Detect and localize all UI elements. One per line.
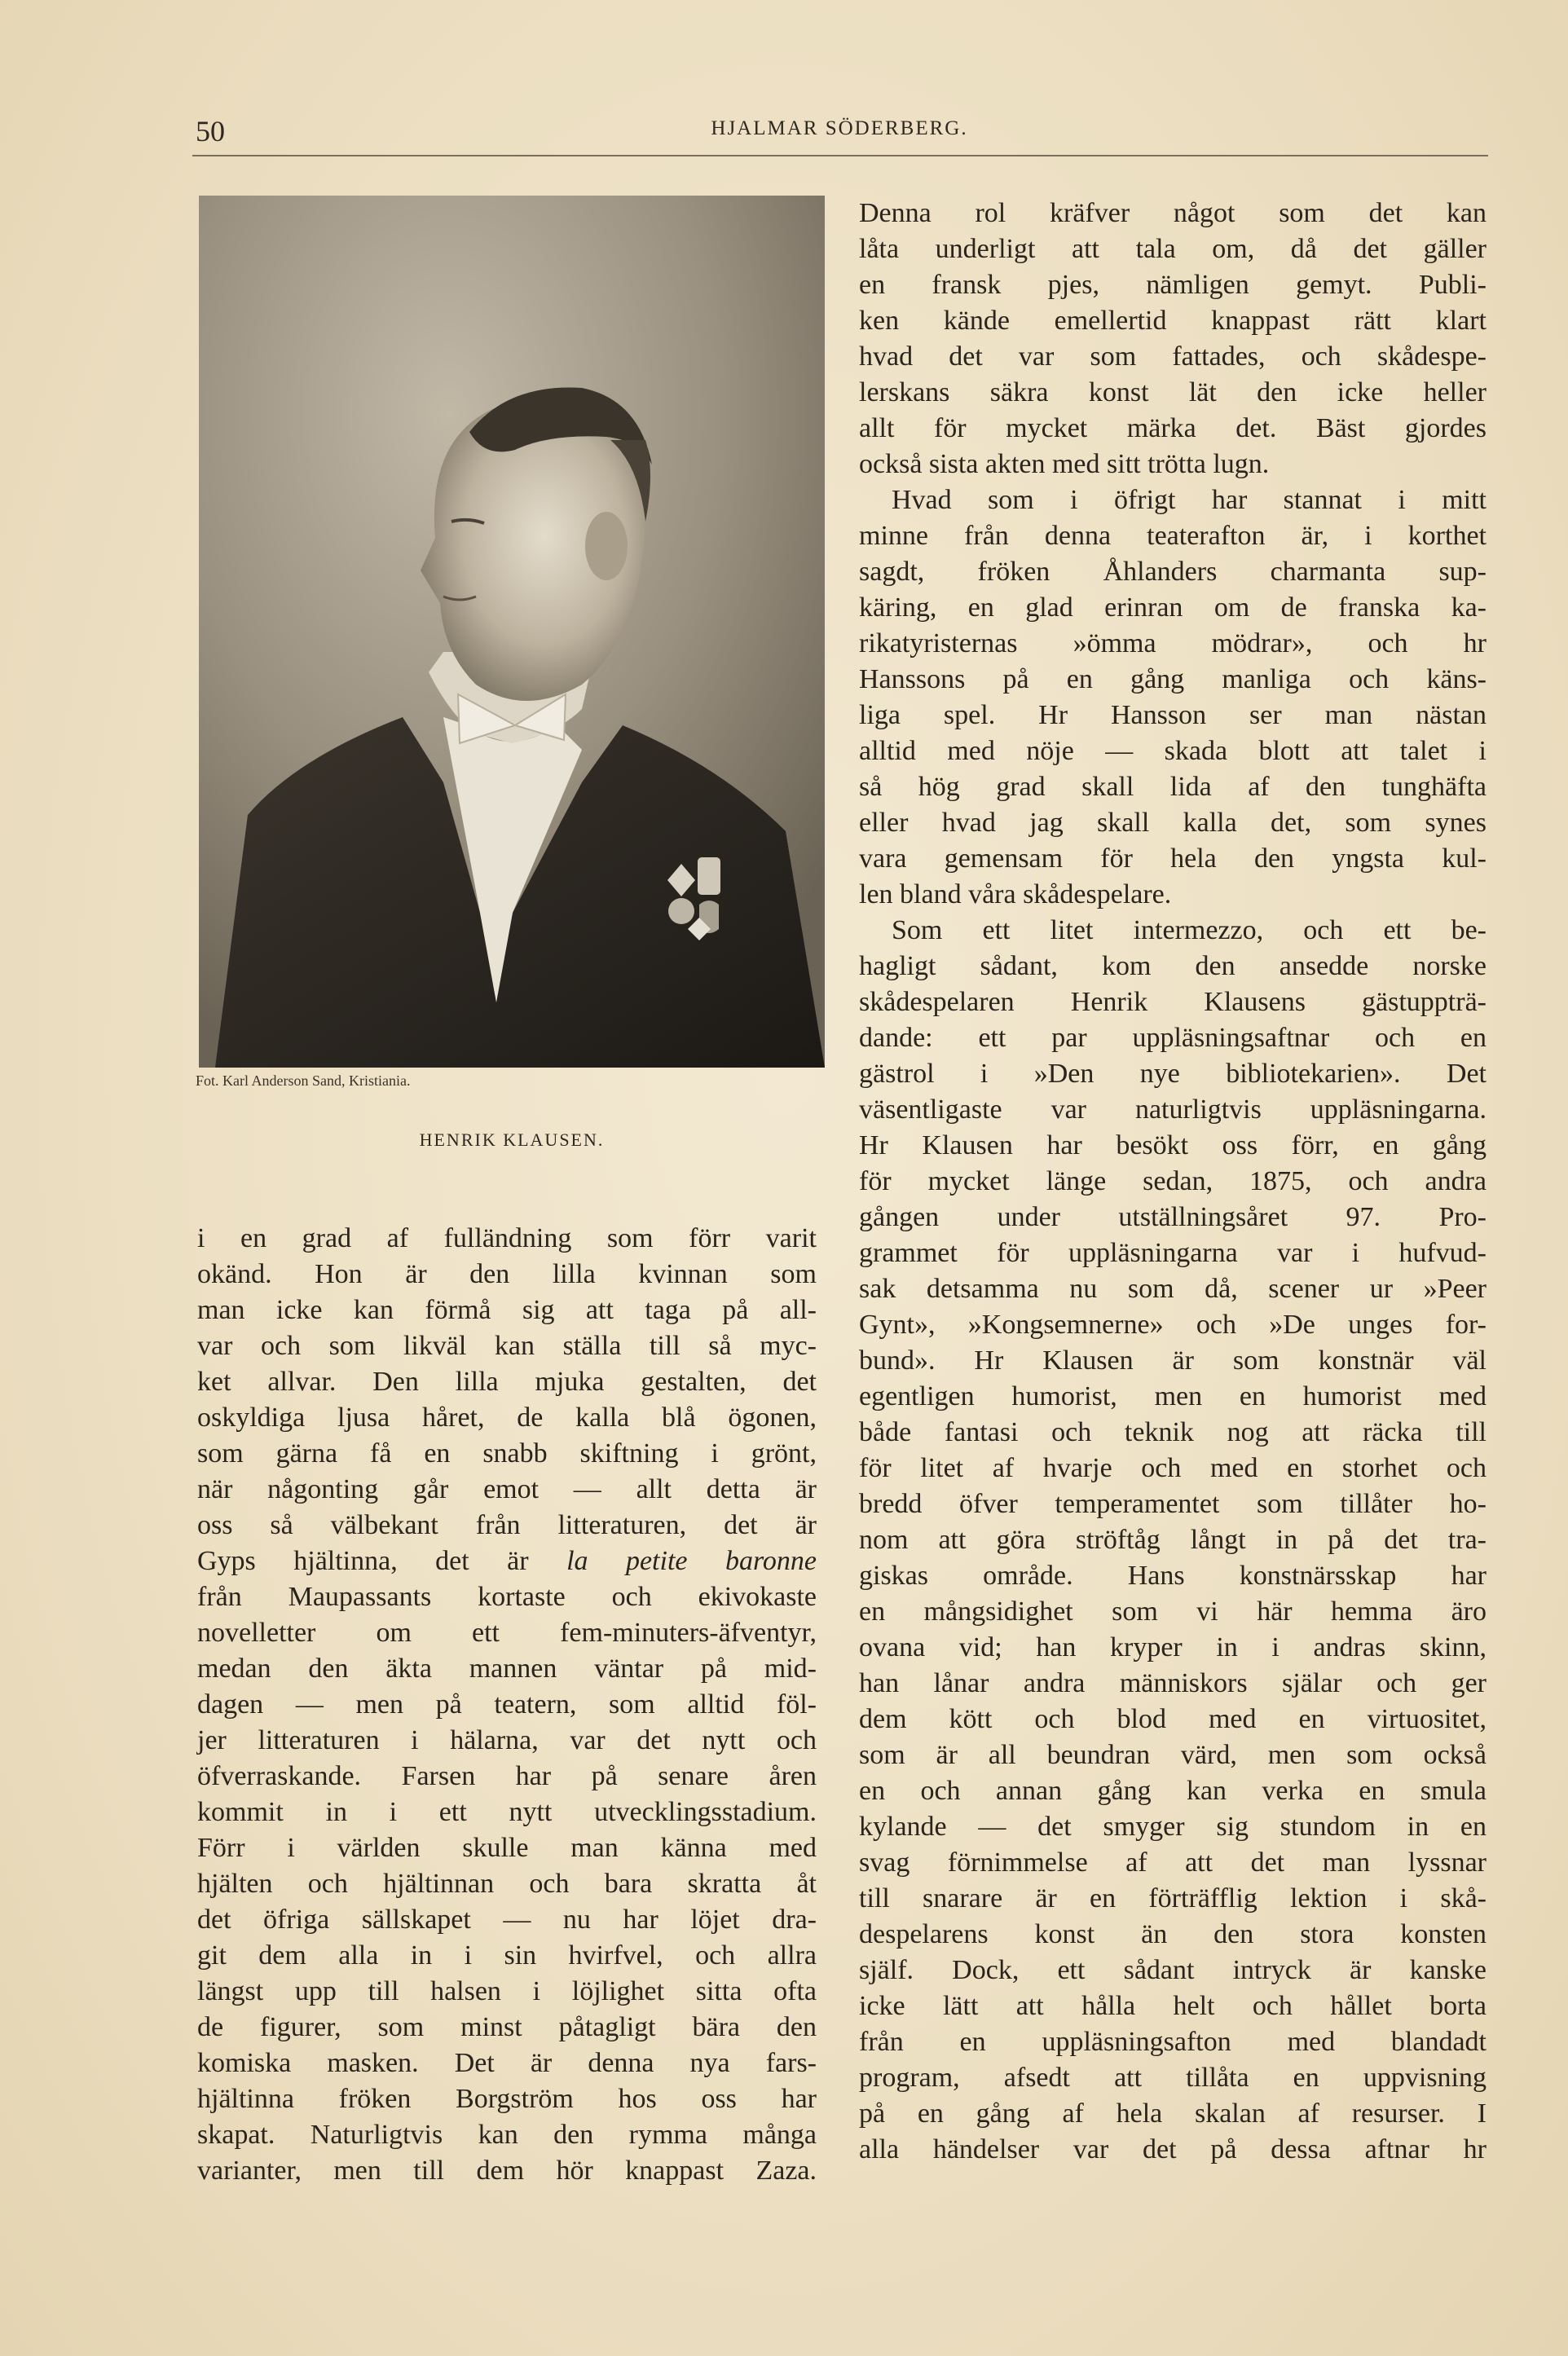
text-line: gången under utställningsåret 97. Pro- [859,1202,1487,1232]
text-line: ovana vid; han kryper in i andras skinn, [859,1632,1487,1662]
text-line: Gynt», »Kongsemnerne» och »De unges for- [859,1310,1487,1340]
text-line: grammet för uppläsningarna var i hufvud- [859,1238,1487,1268]
text-line: till snarare är en förträfflig lektion i skå- [859,1883,1487,1913]
text-line: liga spel. Hr Hansson ser man nästan [859,700,1487,730]
text-line: så hög grad skall lida af den tunghäfta [859,772,1487,802]
text-line: svag förnimmelse af att det man lyssnar [859,1847,1487,1878]
text-line: hjälten och hjältinnan och bara skratta åt [197,1869,817,1899]
text-line: nom att göra ströftåg långt in på det tra- [859,1525,1487,1555]
text-line-with-italic [197,1544,817,1579]
text-line: Hvad som i öfrigt har stannat i mitt [892,485,1487,515]
text-line: en mångsidighet som vi här hemma äro [859,1596,1487,1627]
text-line: bredd öfver temperamentet som tillåter ho- [859,1489,1487,1519]
text-line: längst upp till halsen i löjlighet sitta ofta [197,1976,817,2006]
text-line: var och som likväl kan ställa till så myc- [197,1331,817,1361]
text-line: novelletter om ett fem-minuters-äfventyr, [197,1618,817,1648]
left-text-column [197,1221,817,2189]
text-line: för litet af hvarje och med en storhet och [859,1453,1487,1483]
text-line: varianter, men till dem hör knappast Zaza. [197,2156,817,2186]
text-line: när någonting går emot — allt detta är [197,1474,817,1504]
text-line: minne från denna teaterafton är, i korthet [859,521,1487,551]
text-line: hvad det var som fattades, och skådespe- [859,341,1487,372]
text-line: icke lätt att hålla helt och hållet borta [859,1991,1487,2021]
text-line: alltid med nöje — skada blott att talet i [859,736,1487,766]
text-line: kommit in i ett nytt utvecklingsstadium. [197,1797,817,1827]
text-line: väsentligaste var naturligtvis uppläsningarna. [859,1094,1487,1125]
text-line: skapat. Naturligtvis kan den rymma många [197,2120,817,2150]
running-head [196,114,1483,152]
text-line: han lånar andra människors själar och ger [859,1668,1487,1698]
text-line: jer litteraturen i hälarna, var det nytt och [197,1725,817,1755]
text-line: dande: ett par uppläsningsaftnar och en [859,1023,1487,1053]
text-line: sak detsamma nu som då, scener ur »Peer [859,1274,1487,1304]
text-line: själf. Dock, ett sådant intryck är kanske [859,1955,1487,1985]
text-line: ket allvar. Den lilla mjuka gestalten, det [197,1367,817,1397]
text-line: len bland våra skådespelare. [859,879,1172,909]
text-line: medan den äkta mannen väntar på mid- [197,1654,817,1684]
text-line: lerskans säkra konst lät den icke heller [859,377,1487,407]
text-line: gästrol i »Den nye bibliotekarien». Det [859,1059,1487,1089]
text-line: hjältinna fröken Borgström hos oss har [197,2084,817,2114]
text-line: hagligt sådant, kom den ansedde norske [859,951,1487,981]
text-line: git dem alla in i sin hvirfvel, och allra [197,1940,817,1971]
text-line: från Maupassants kortaste och ekivokaste [197,1582,817,1612]
text-line: dem kött och blod med en virtuositet, [859,1704,1487,1734]
text-line: en och annan gång kan verka en smula [859,1776,1487,1806]
text-line: som är all beundran värd, men som också [859,1740,1487,1770]
text-line: vara gemensam för hela den yngsta kul- [859,843,1487,874]
text-line: program, afsedt att tillåta en uppvisning [859,2063,1487,2093]
text-line: Denna rol kräfver något som det kan [859,198,1487,228]
text-line: Hanssons på en gång manliga och käns- [859,664,1487,694]
text-line: eller hvad jag skall kalla det, som synes [859,808,1487,838]
text-line: Hr Klausen har besökt oss förr, en gång [859,1130,1487,1160]
text-segment: Gyps hjältinna, det är [197,1546,529,1576]
text-line: okänd. Hon är den lilla kvinnan som [197,1259,817,1289]
header-rule [192,155,1488,156]
text-line: både fantasi och teknik nog att räcka till [859,1417,1487,1447]
right-text-column [859,196,1487,2168]
portrait-figure [199,196,825,1068]
text-line: egentligen humorist, men en humorist med [859,1381,1487,1411]
text-line: Förr i världen skulle man känna med [197,1833,817,1863]
text-line: ken kände emellertid knappast rätt klart [859,306,1487,336]
text-line: låta underligt att tala om, då det gäller [859,234,1487,264]
text-line: en fransk pjes, nämligen gemyt. Publi- [859,270,1487,300]
text-line: käring, en glad erinran om de franska ka- [859,592,1487,623]
page-number: 50 [196,115,225,148]
text-line: Som ett litet intermezzo, och ett be- [892,915,1487,945]
text-line: giskas område. Hans konstnärsskap har [859,1561,1487,1591]
text-line: bund». Hr Klausen är som konstnär väl [859,1345,1487,1376]
text-line: skådespelaren Henrik Klausens gästuppträ- [859,987,1487,1017]
photo-credit: Fot. Karl Anderson Sand, Kristiania. [196,1072,411,1089]
text-line: i en grad af fulländning som förr varit [197,1223,817,1253]
text-line: dagen — men på teatern, som alltid föl- [197,1689,817,1720]
text-line: man icke kan förmå sig att taga på all- [197,1295,817,1325]
text-line: oskyldiga ljusa håret, de kalla blå ögonen, [197,1403,817,1433]
italic-title: la petite baronne [566,1546,817,1576]
text-line: sagdt, fröken Åhlanders charmanta sup- [859,557,1487,587]
text-line: oss så välbekant från litteraturen, det är [197,1510,817,1540]
text-line: komiska masken. Det är denna nya fars- [197,2048,817,2078]
running-head-title: HJALMAR SÖDERBERG. [711,117,968,139]
text-line: despelarens konst än den stora konsten [859,1919,1487,1949]
figure-caption: HENRIK KLAUSEN. [419,1130,605,1150]
portrait-photo [199,196,825,1068]
text-line: allt för mycket märka det. Bäst gjordes [859,413,1487,443]
text-line: för mycket länge sedan, 1875, och andra [859,1166,1487,1196]
text-line: de figurer, som minst påtagligt bära den [197,2012,817,2042]
text-line: rikatyristernas »ömma mödrar», och hr [859,628,1487,658]
text-line: från en uppläsningsafton med blandadt [859,2027,1487,2057]
text-line: alla händelser var det på dessa aftnar hr [859,2134,1487,2164]
text-line: som gärna få en snabb skiftning i grönt, [197,1438,817,1469]
text-line: kylande — det smyger sig stundom in en [859,1812,1487,1842]
text-line: öfverraskande. Farsen har på senare åren [197,1761,817,1791]
text-line: på en gång af hela skalan af resurser. I [859,2098,1487,2129]
text-line: det öfriga sällskapet — nu har löjet dra- [197,1905,817,1935]
text-line: också sista akten med sitt trötta lugn. [859,449,1270,479]
